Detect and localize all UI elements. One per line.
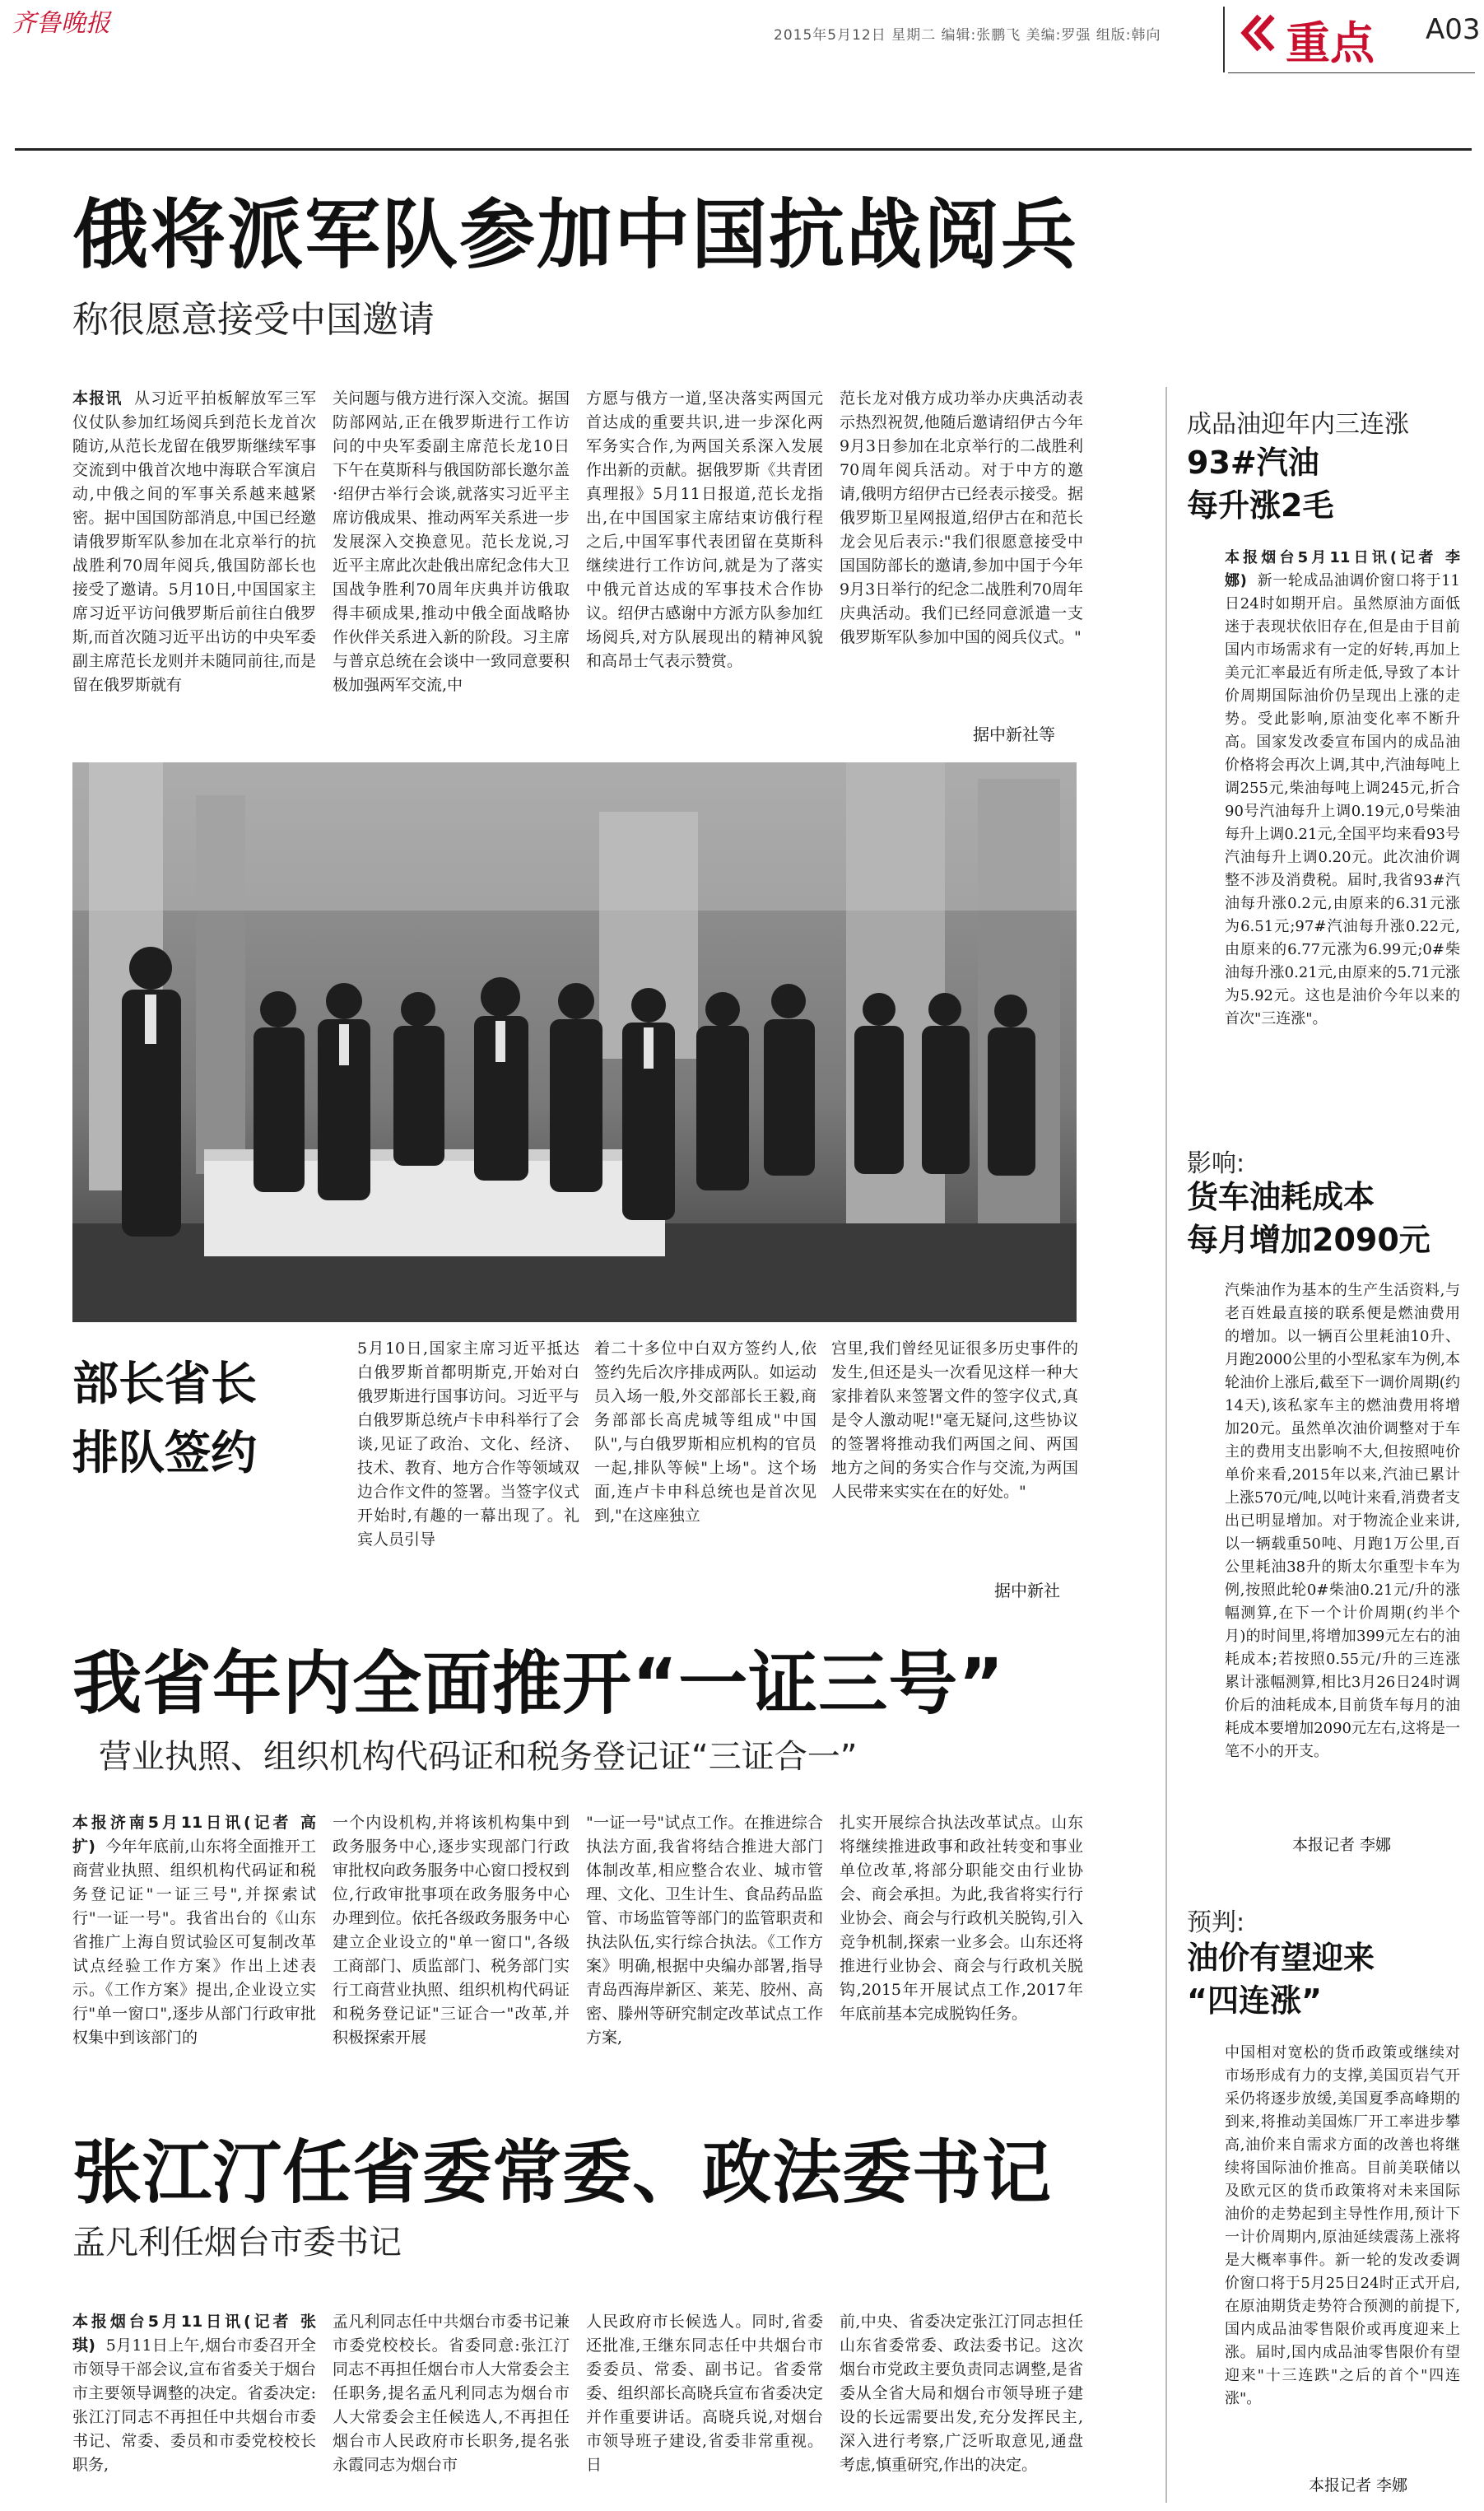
article-column: 关问题与俄方进行深入交流。据国防部网站,正在俄罗斯进行工作访问的中央军委副主席范长龙10日下午在莫斯科与俄国防部长邀尔盖·绍伊古举行会谈,就落实习近平主席访俄成果、推动两军关系进一步发展深入交换意见。范长龙说,习近平主席此次赴俄出席纪念伟大卫国战争胜利70周年庆典并访俄取得丰硕成果,推动中俄全面战略协作伙伴关系进入新的阶段。习主席与普京总统在会谈中一致同意要积极加强两军交流,中 (333, 389, 570, 694)
sidebar-title-line: 93#汽油 (1187, 445, 1319, 481)
article-column: 人民政府市长候选人。同时,省委还批准,王继东同志任中共烟台市委委员、常委、副书记。省委常委、组织部长高晓兵宣布省委决定并作重要讲话。高晓兵说,对烟台市领导班子建设,省委非常重视。日 (586, 2313, 823, 2474)
photo-story-column: 着二十多位中白双方签约人,依签约先后次序排成两队。如运动员入场一般,外交部部长王毅,商务部部长高虎城等组成"中国队",与白俄罗斯相应机构的官员一起,排队等候"上场"。这个场面,连卢卡申科总统也是首次见到,"在这座独立 (594, 1339, 816, 1525)
sidebar-title-line: “四连涨” (1187, 1982, 1322, 2019)
subheadline-zhang: 孟凡利任烟台市委书记 (72, 2224, 402, 2262)
article-credit: 据中新社等 (973, 724, 1055, 744)
sidebar-title-line: 油价有望迎来 (1187, 1940, 1375, 1976)
sidebar-story-body (1225, 547, 1460, 1115)
sidebar-title (1187, 441, 1333, 527)
signing-ceremony-photo (72, 762, 1077, 1322)
sidebar-title-line: 货车油耗成本 (1187, 1179, 1375, 1215)
sidebar-title (1187, 1936, 1375, 2022)
double-chevron-icon (1238, 12, 1281, 54)
photo-story-column: 宫里,我们曾经见证很多历史事件的发生,但还是头一次看见这样一种大家排着队来签署文件的签字仪式,真是令人激动呢!"毫无疑问,这些协议的签署将推动我们两国之间、两国地方之间的务实合作与交流,为两国人民带来实实在在的好处。" (831, 1339, 1078, 1501)
sidebar-title-line: 每月增加2090元 (1187, 1222, 1431, 1258)
article-column: "一证一号"试点工作。在推进综合执法方面,我省将结合推进大部门体制改革,相应整合农业、城市管理、文化、卫生计生、食品药品监管、市场监管等部门的监管职责和执法队伍,实行综合执法。《工作方案》明确,根据中央编办部署,指导青岛西海岸新区、莱芜、胶州、高密、滕州等研究制定改革试点工作方案, (586, 1814, 823, 2047)
sidebar-title (1187, 1176, 1431, 1261)
column-text: 5月11日上午,烟台市委召开全市领导干部会议,宣布省委关于烟台市主要领导调整的决定。省委决定:张江汀同志不再担任中共烟台市委书记、常委、委员和市委党校校长职务, (72, 2336, 316, 2474)
newspaper-logo (8, 5, 140, 41)
sidebar-credit: 本报记者 李娜 (1309, 2476, 1408, 2495)
lead-tag: 本报讯 (72, 389, 123, 408)
article-column: 方愿与俄方一道,坚决落实两国元首达成的重要共识,进一步深化两军务实合作,为两国关系深入发展作出新的贡献。据俄罗斯《共青团真理报》5月11日报道,范长龙指出,在中国国家主席结束访俄行程之后,中国军事代表团留在莫斯科继续进行工作访问,就是为了落实中俄元首达成的军事技术合作协议。绍伊古感谢中方派方队参加红场阅兵,对方队展现出的精神风貌和高昂士气表示赞赏。 (586, 389, 823, 670)
lead-tag: 本报烟台5月11日讯(记者 张琪) (72, 2313, 316, 2355)
sidebar-credit: 本报记者 李娜 (1292, 1836, 1392, 1854)
photo-story-column: 5月10日,国家主席习近平抵达白俄罗斯首都明斯克,开始对白俄罗斯进行国事访问。习近平与白俄罗斯总统卢卡申科举行了会谈,见证了政治、文化、经济、技术、教育、地方合作等领域双边合作文件的签署。当签字仪式开始时,有趣的一幕出现了。礼宾人员引导 (357, 1339, 579, 1549)
page-number: A03 (1426, 13, 1481, 46)
photo-story-credit: 据中新社 (994, 1581, 1060, 1600)
article-column (72, 1811, 316, 2080)
column-text: 今年年底前,山东将全面推开工商营业执照、组织机构代码证和税务登记证"一证三号",并探索试行"一证一号"。我省出台的《山东省推广上海自贸试验区可复制改革试点经验工作方案》作出上述表示。《工作方案》提出,企业设立实行"单一窗口",逐步从部门行政审批权集中到该部门的 (72, 1838, 316, 2047)
column-text: 从习近平拍板解放军三军仪仗队参加红场阅兵到范长龙首次随访,从范长龙留在俄罗斯继续军事交流到中俄首次地中海联合军演启动,中俄之间的军事关系越来越紧密。据中国国防部消息,中国已经邀请俄罗斯军队参加在北京举行的抗战胜利70周年阅兵,俄国防部长也接受了邀请。5月10日,中国国家主席习近平访问俄罗斯后前往白俄罗斯,而首次随习近平出访的中央军委副主席范长龙则并未随同前往,而是留在俄罗斯就有 (72, 389, 316, 694)
article-column: 范长龙对俄方成功举办庆典活动表示热烈祝贺,他随后邀请绍伊古今年9月3日参加在北京举行的二战胜利70周年阅兵活动。对于中方的邀请,俄明方绍伊古已经表示接受。据俄罗斯卫星网报道,绍伊古在和范长龙会见后表示:"我们很愿意接受中国国防部长的邀请,参加中国于今年9月3日举行的纪念二战胜利70周年庆典活动。我们已经同意派遣一支俄罗斯军队参加中国的阅兵仪式。" (840, 389, 1083, 646)
sidebar-divider (1165, 387, 1167, 2503)
sidebar-kicker: 预判: (1187, 1908, 1245, 1937)
subheadline-one-license: 营业执照、组织机构代码证和税务登记证“三证合一” (99, 1738, 858, 1776)
sidebar-kicker: 影响: (1187, 1149, 1245, 1178)
masthead-rule (15, 148, 1472, 151)
article-column: 一个内设机构,并将该机构集中到政务服务中心,逐步实现部门行政审批权向政务服务中心窗口授权到位,行政审批事项在政务服务中心办理到位。依托各级政务服务中心建立企业设立的"单一窗口",各级工商部门、质监部门、税务部门实行工商营业执照、组织机构代码证和税务登记证"三证合一"改革,并积极探索开展 (333, 1814, 570, 2047)
article-column: 前,中央、省委决定张江汀同志担任山东省委常委、政法委书记。这次烟台市党政主要负责同志调整,是省委从全省大局和烟台市领导班子建设的长远需要出发,充分发挥民主,深入进行考察,广泛听取意见,通盘考虑,慎重研究,作出的决定。 (840, 2313, 1083, 2474)
article-column: 扎实开展综合执法改革试点。山东将继续推进政事和政社转变和事业单位改革,将部分职能交由行业协会、商会承担。为此,我省将实行行业协会、商会与行政机关脱钩,引入竞争机制,探索一业多会。山东还将推进行业协会、商会与行政机关脱钩,2015年开展试点工作,2017年年底前基本完成脱钩任务。 (840, 1814, 1083, 2023)
headline-zhang-appointment: 张江汀任省委常委、政法委书记 (72, 2132, 1053, 2213)
sidebar-story-body: 中国相对宽松的货币政策或继续对市场形成有力的支撑,美国页岩气开采仍将逐步放缓,美国夏季高峰期的到来,将推动美国炼厂开工率进步攀高,油价来自需求方面的改善也将继续将国际油价推高。目前美联储以及欧元区的货币政策将对未来国际油价的走势起到主导性作用,预计下一计价周期内,原油延续震荡上涨将是大概率事件。新一轮的发改委调价窗口将于5月25日24时正式开启,在原油期货走势符合预测的前提下,国内成品油零售限价或再度迎来上涨。届时,国内成品油零售限价有望迎来"十三连跌"之后的首个"四连涨"。 (1225, 2044, 1460, 2407)
headline-one-license: 我省年内全面推开“一证三号” (72, 1643, 1005, 1724)
headline-russia-parade: 俄将派军队参加中国抗战阅兵 (72, 191, 1079, 279)
photo-caption-title (72, 1350, 257, 1488)
article-column (72, 2310, 316, 2503)
sidebar-title-line: 每升涨2毛 (1187, 487, 1334, 524)
sidebar-story-body: 汽柴油作为基本的生产生活资料,与老百姓最直接的联系便是燃油费用的增加。以一辆百公里耗油10升、月跑2000公里的小型私家车为例,本轮油价上涨后,截至下一调价周期(约14天),该私家车主的燃油费用将增加20元。虽然单次油价调整对于车主的费用支出影响不大,但按照吨价单价来看,2015年以来,汽油已累计上涨570元/吨,以吨计来看,消费者支出已明显增加。对于物流企业来讲,以一辆载重50吨、月跑1万公里,百公里耗油38升的斯太尔重型卡车为例,按照此轮0#柴油0.21元/升的涨幅测算,在下一个计价周期(约半个月)的时间里,将增加399元左右的油耗成本;若按照0.55元/升的三连涨累计涨幅测算,相比3月26日24时调价后的油耗成本,目前货车每月的油耗成本要增加2090元左右,这将是一笔不小的开支。 (1225, 1282, 1460, 1760)
photo-caption-line: 部长省长 (72, 1358, 257, 1411)
lead-tag: 本报济南5月11日讯(记者 高扩) (72, 1814, 316, 1856)
photo-caption-line: 排队签约 (72, 1427, 257, 1480)
article-column: 孟凡利同志任中共烟台市委书记兼市委党校校长。省委同意:张江汀同志不再担任烟台市人大常委会主任职务,提名孟凡利同志为烟台市人大常委会主任候选人,不再担任烟台市人民政府市长职务,提名张永霞同志为烟台市 (333, 2313, 570, 2474)
column-text: 新一轮成品油调价窗口将于11日24时如期开启。虽然原油方面低迷于表现状依旧存在,但是由于目前国内市场需求有一定的好转,再加上美元汇率最近有所走低,导致了本计价周期国际油价仍呈现出上涨的走势。受此影响,原油变化率不断升高。国家发改委宣布国内的成品油价格将会再次上调,其中,汽油每吨上调255元,柴油每吨上调245元,折合90号汽油每升上调0.19元,0号柴油每升上调0.21元,全国平均来看93号汽油每升上调0.20元。此次油价调整不涉及消费税。届时,我省93#汽油每升涨0.2元,由原来的6.31元涨为6.51元;97#汽油每升涨0.22元,由原来的6.77元涨为6.99元;0#柴油每升涨0.21元,由原来的5.71元涨为5.92元。这也是油价今年以来的首次"三连涨"。 (1225, 572, 1460, 1027)
newspaper-logo-text: 齐鲁晚报 (12, 9, 110, 38)
lead-tag: 本报烟台5月11日讯(记者 李娜) (1225, 549, 1460, 589)
article-column (72, 387, 316, 743)
section-label: 重点 (1286, 17, 1375, 69)
dateline: 2015年5月12日 星期二 编辑:张鹏飞 美编:罗强 组版:韩向 (774, 27, 1161, 44)
section-underline (1228, 72, 1475, 73)
sidebar-kicker: 成品油迎年内三连涨 (1187, 410, 1409, 439)
subheadline-russia: 称很愿意接受中国邀请 (72, 299, 435, 341)
